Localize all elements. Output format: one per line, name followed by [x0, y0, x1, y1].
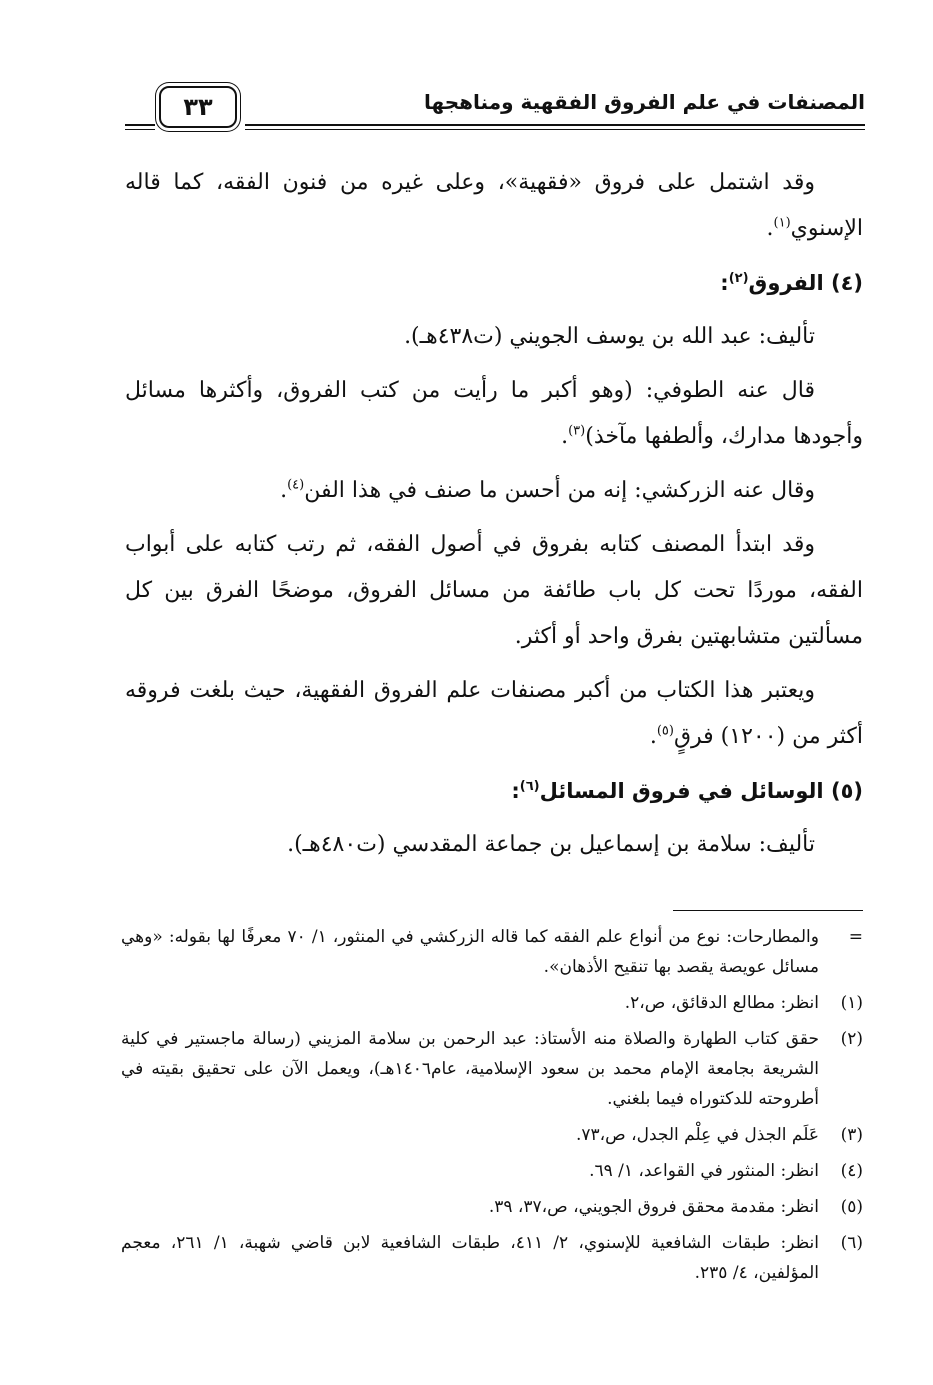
paragraph-zarkashi: وقال عنه الزركشي: إنه من أحسن ما صنف في هذا الفن$^{(٤)}$.	[280, 477, 815, 503]
header-rule-left-thin	[125, 129, 155, 130]
paragraph-tufi: قال عنه الطوفي: (وهو أكبر ما رأيت من كتب الفروق، وأكثرها مسائل وأجودها مدارك، وألطفها مآخذ)$^{(٣)}$.	[125, 378, 863, 449]
header-rule-right	[245, 124, 865, 126]
footnotes	[121, 922, 863, 1294]
paragraph-order: وقد ابتدأ المصنف كتابه بفروق في أصول الفقه، ثم رتب كتابه على أبواب الفقه، موردًا تحت كل باب طائفة من مسائل الفروق، موضحًا الفرق بين كل مسألتين متشابهتين بفرق واحد أو أكثر.	[125, 532, 863, 649]
footnote-ref: (٦)	[519, 779, 540, 794]
author-line-1: تأليف: عبد الله بن يوسف الجويني (ت٤٣٨هـ).	[404, 324, 815, 349]
header-rule-left	[125, 124, 155, 126]
footnote-ref: (٤)	[287, 477, 305, 493]
footnote: (٦) انظر: طبقات الشافعية للإسنوي، ٢/ ٤١١، طبقات الشافعية لابن قاضي شهبة، ١/ ٢٦١، معجم المؤلفين، ٤/ ٢٣٥.	[121, 1233, 863, 1283]
footnote-ref: (١)	[773, 215, 791, 231]
main-text	[125, 160, 863, 876]
paragraph-intro: وقد اشتمل على فروق «فقهية»، وعلى غيره من فنون الفقه، كما قاله الإسنوي$^{(١)}$.	[125, 170, 863, 241]
author-line-2: تأليف: سلامة بن إسماعيل بن جماعة المقدسي (ت٤٨٠هـ).	[287, 832, 815, 857]
footnote-separator	[673, 910, 863, 911]
footnote-ref: (٢)	[728, 271, 749, 286]
page-header	[125, 78, 865, 134]
footnote: (٤) انظر: المنثور في القواعد، ١/ ٦٩.	[589, 1161, 863, 1181]
running-title: المصنفات في علم الفروق الفقهية ومناهجها	[424, 90, 865, 114]
paragraph-count: ويعتبر هذا الكتاب من أكبر مصنفات علم الفروق الفقهية، حيث بلغت فروقه أكثر من (١٢٠٠) فرقٍ$^{(٥)}$.	[125, 678, 863, 749]
footnote: (١) انظر: مطالع الدقائق، ص،٢.	[624, 993, 863, 1013]
header-rule-right-thin	[245, 129, 865, 130]
footnote: (٥) انظر: مقدمة محقق فروق الجويني، ص،٣٧، ٣٩.	[488, 1197, 863, 1217]
footnote: (٣) عَلَم الجذل في عِلْم الجدل، ص،٧٣.	[576, 1125, 863, 1145]
footnote-ref: (٣)	[568, 423, 586, 439]
section-heading-4: (٤) الفروق$^{(٢)}$:	[720, 271, 863, 295]
footnote: = والمطارحات: نوع من أنواع علم الفقه كما قاله الزركشي في المنثور، ١/ ٧٠ معرفًا لها بقوله: «وهي مسائل عويصة يقصد بها تنقيح الأذهان».	[121, 927, 863, 977]
footnote: (٢) حقق كتاب الطهارة والصلاة منه الأستاذ: عبد الرحمن بن سلامة المزيني (رسالة ماجستير في كلية الشريعة بجامعة الإمام محمد بن سعود الإسلامية، عام١٤٠٦هـ)، ويعمل الآن على تحقيق بقيته في أطروحته للدكتوراه فيما بلغني.	[121, 1029, 863, 1109]
footnote-ref: (٥)	[656, 723, 674, 739]
page-number: ٣٣	[159, 86, 237, 128]
section-heading-5: (٥) الوسائل في فروق المسائل$^{(٦)}$:	[511, 779, 863, 803]
